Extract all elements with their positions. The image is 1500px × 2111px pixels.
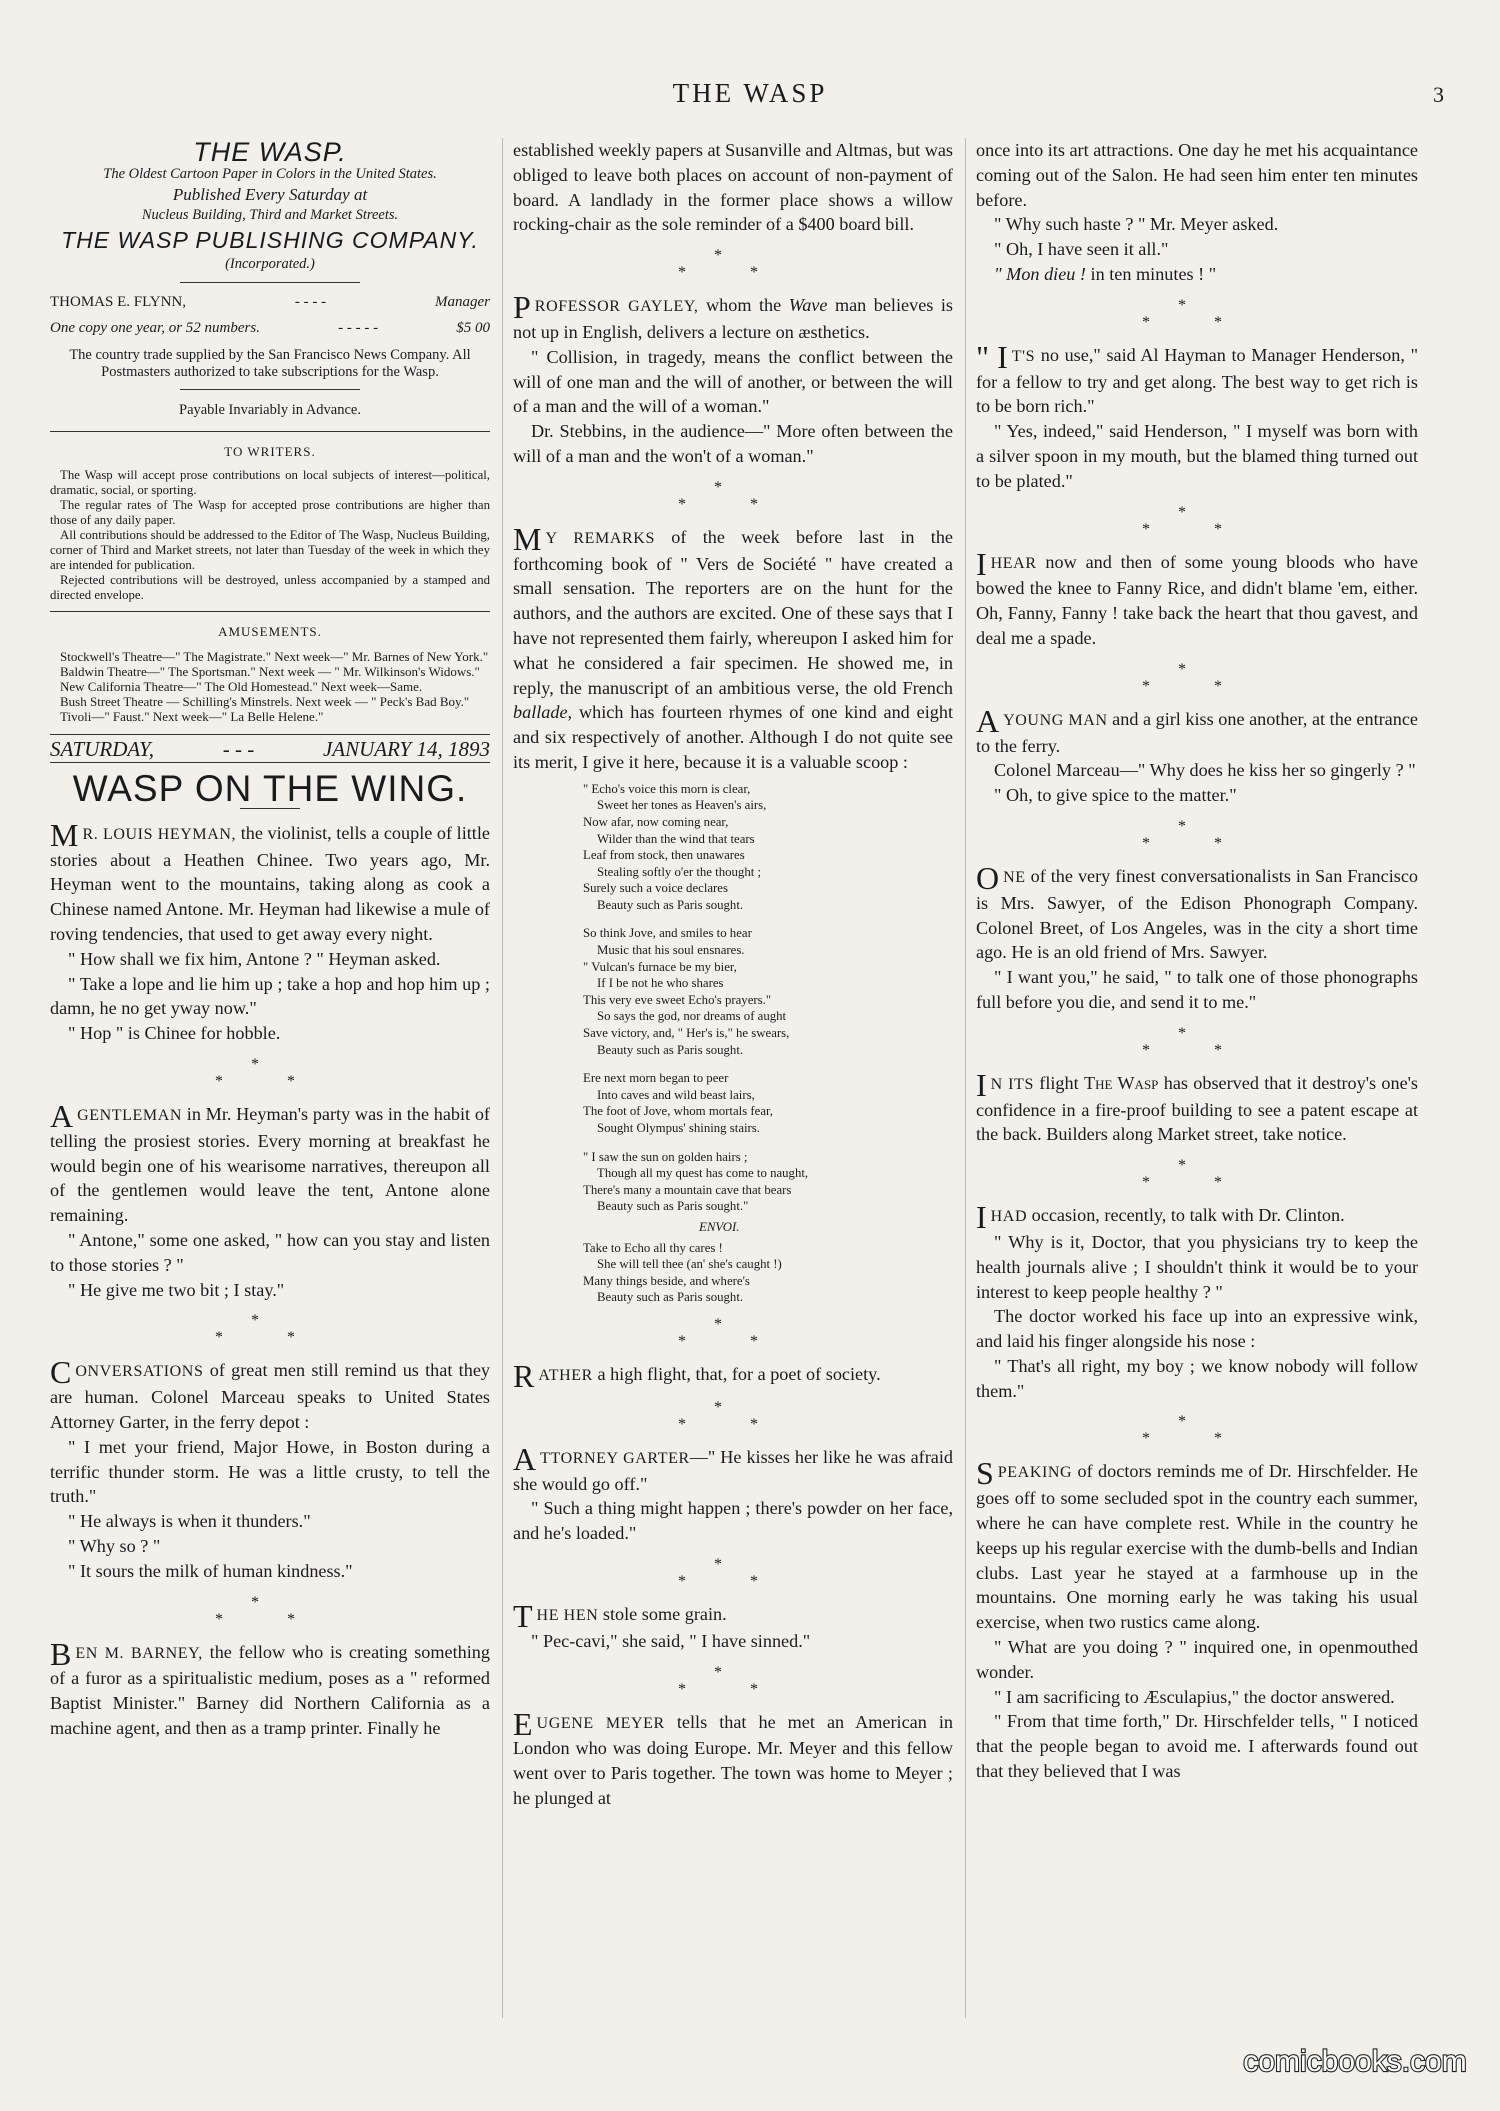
story-continuation: established weekly papers at Susanville and Altmas, but was obliged to leave both places on account of non-payment of board. A landlady in the former place shows a willow rocking-chair as the sole reminder of a $400 board bill. [513,140,953,235]
star-separator: * * * [215,1593,325,1628]
story-remarks: M Y REMARKS of the week before last in the forthcoming book of " Vers de Société " have created a small sensation. The reporters are on the hunt for the authors, and the authors are excited. One of these says that I have not represented them fairly, whereupon I asked him for what he considered a fair specimen. He showed me, in reply, the manuscript of an ambitious verse, the old French ballade, which has fourteen rhymes of one kind and eight and six respectively of another. Although I do not quite see its merit, I give it here, because it is a valuable scoop : [513,520,953,772]
amusements-list [50,649,490,724]
dateline-date: JANUARY 14, 1893 [322,737,490,762]
writers-paragraph: The regular rates of The Wasp for accepted prose contributions are higher than those of any daily paper. [50,498,490,528]
star-separator: * * * [1142,817,1252,852]
story-paragraph: " Oh, I have seen it all." [994,239,1169,260]
dateline [50,734,490,763]
star-separator: * * * [1142,1413,1252,1448]
column-1 [50,138,490,2018]
star-separator: * * * [215,1312,325,1347]
poem-line: So says the god, nor dreams of aught [597,1009,787,1024]
poem-line: " I saw the sun on golden hairs ; [583,1149,748,1164]
poem-line: Beauty such as Paris sought. [597,1290,744,1305]
star-separator: * * * [678,1315,788,1350]
story-hen: THE HEN stole some grain. [513,1597,727,1634]
story-clinton: I HAD occasion, recently, to talk with Dr. Clinton. [976,1199,1345,1236]
star-separator: * * * [678,247,788,282]
story-continuation: once into its art attractions. One day he met his acquaintance coming out of the Salon. He had seen him enter ten minutes before. [976,140,1418,210]
divider [50,431,490,432]
story-paragraph: " Collision, in tragedy, means the conflict between the will of one man and the will of another, or between the will of a man and the will of a woman." [513,346,953,417]
poem-line: Beauty such as Paris sought. [597,1042,744,1057]
manager-dots: - - - - [294,293,327,310]
story-paragraph: " I am sacrificing to Æsculapius," the doctor answered. [994,1686,1395,1707]
star-separator: * * * [215,1055,325,1090]
poem-line: Beauty such as Paris sought. [597,897,744,912]
ballade-poem [583,781,953,1306]
watermark-text: comicbooks.com [1243,2045,1467,2078]
story-gentleman: A GENTLEMAN in Mr. Heyman's party was in the habit of telling the prosiest stories. Every morning at breakfast he would begin one of his wearisome narratives, thereupon all of the gentlemen would leave the tent, Antone alone remaining. [50,1097,490,1226]
story-paragraph: " Oh, to give spice to the matter." [994,785,1237,806]
story-paragraph: " Why is it, Doctor, that you physicians try to keep the health journals alive ; I shouldn't think it would be to your interest to keep people healthy ? " [976,1231,1418,1302]
story-paragraph: " How shall we fix him, Antone ? " Heyman asked. [68,948,441,969]
writers-paragraph: All contributions should be addressed to the Editor of The Wasp, Nucleus Building, corner of Third and Market streets, not later than Tuesday of the week in which they are intended for publication. [50,528,490,573]
poem-line: Stealing softly o'er the thought ; [597,864,762,879]
writers-notice [50,468,490,603]
price-label: One copy one year, or 52 numbers. [50,319,260,336]
story-paragraph: " Antone," some one asked, " how can you stay and listen to those stories ? " [50,1229,490,1275]
story-paragraph: " That's all right, my boy ; we know nobody will follow them." [976,1355,1418,1401]
story-rather: RATHER a high flight, that, for a poet of society. [513,1357,881,1394]
story-paragraph: " Hop " is Chinee for hobble. [68,1023,281,1044]
manager-line [50,291,490,313]
poem-line: Sweet her tones as Heaven's airs, [597,798,767,813]
story-gayley: PROFESSOR GAYLEY, whom the Wave man believes is not up in English, delivers a lecture on æsthetics. [513,289,953,342]
masthead-published: Published Every Saturday at [172,184,368,204]
poem-line: Now afar, now coming near, [583,814,729,829]
page-number: 3 [1433,82,1444,107]
column-divider [965,138,966,2018]
story-paragraph: " It sours the milk of human kindness." [68,1560,353,1581]
star-separator: * * * [678,1398,788,1433]
story-paragraph: " I met your friend, Major Howe, in Boston during a terrific thunder storm. He was a little crusty, to tell the truth." [50,1436,490,1507]
star-separator: * * * [678,478,788,513]
story-heyman: M R. LOUIS HEYMAN, the violinist, tells a couple of little stories about a Heathen Chinee. Two years ago, Mr. Heyman went to the mountains, taking along as cook a Chinese named Antone. Mr. Heyman had likewise a mule of roving tendencies, that used to get away every night. [50,816,490,944]
column-2 [513,138,953,2018]
divider [180,389,360,390]
column-3 [976,138,1418,2018]
price-line [50,317,490,339]
writers-paragraph: The Wasp will accept prose contributions on local subjects of interest—political, dramatic, social, or sporting. [50,468,490,498]
masthead [50,140,490,274]
story-sawyer: ONE of the very finest conversationalists in San Francisco is Mrs. Sawyer, of the Edison Phonograph Company. Colonel Breet, of Los Angeles, was in the city a short time ago. He is an old friend of Mrs. Sawyer. [976,859,1418,963]
poem-line: Ere next morn began to peer [583,1071,729,1086]
trade-notice: The country trade supplied by the San Francisco News Company. All Postmasters authorized to take subscriptions for the Wasp. [69,346,471,380]
dateline-dashes: - - - [222,737,255,762]
story-barney: BEN M. BARNEY, the fellow who is creating something of a furor as a spiritualistic medium, poses as a " reformed Baptist Minister." Barney did Northern California as a machine agent, and then as a tramp printer. Finally he [50,1635,490,1738]
writers-paragraph: Rejected contributions will be destroyed, unless accompanied by a stamped and directed envelope. [50,573,490,603]
section-headline: WASP ON THE WING. [72,767,468,809]
story-paragraph: " What are you doing ? " inquired one, in openmouthed wonder. [976,1637,1418,1682]
masthead-publisher: THE WASP PUBLISHING COMPANY. [61,226,479,253]
dateline-day: SATURDAY, [50,737,155,762]
masthead-address: Nucleus Building, Third and Market Streets. [141,206,399,223]
manager-name: THOMAS E. FLYNN, [50,293,187,310]
story-paragraph: " Pec-cavi," she said, " I have sinned." [531,1630,811,1651]
story-paragraph: " Why so ? " [68,1535,161,1556]
poem-line: Surely such a voice declares [583,881,728,896]
story-hayman: " I T'S no use," said Al Hayman to Manager Henderson, " for a fellow to try and get along. The best way to get rich is to be born rich." [976,338,1418,417]
star-separator: * * * [1142,660,1252,695]
poem-line: This very eve sweet Echo's prayers." [583,992,772,1007]
story-paragraph: " Mon dieu ! in ten minutes ! " [994,263,1217,284]
poem-line: Save victory, and, " Her's is," he swears, [583,1026,790,1041]
amusement-item: Stockwell's Theatre—" The Magistrate." Next week—" Mr. Barnes of New York." [60,649,489,665]
star-separator: * * * [1142,1024,1252,1059]
poem-line: Many things beside, and where's [583,1273,750,1288]
payable-notice: Payable Invariably in Advance. [179,401,361,418]
poem-line: Into caves and wild beast lairs, [597,1087,755,1102]
divider [50,611,490,612]
story-paragraph: Colonel Marceau—" Why does he kiss her so gingerly ? " [994,760,1416,781]
poem-line: Take to Echo all thy cares ! [583,1240,723,1255]
poem-line: So think Jove, and smiles to hear [583,926,752,941]
story-fireproof: I N ITS flight The Wasp has observed that it destroy's one's confidence in a fire-proof building to see a patent escape at the back. Builders along Market street, take notice. [976,1066,1418,1145]
story-paragraph: Dr. Stebbins, in the audience—" More often between the will of a man and the won't of a woman." [513,421,953,466]
poem-line: The foot of Jove, whom mortals fear, [583,1104,773,1119]
story-meyer: EUGENE MEYER tells that he met an American in London who was doing Europe. Mr. Meyer and this fellow went over to Paris together. The town was home to Meyer ; he plunged at [513,1705,953,1808]
amusement-item: New California Theatre—" The Old Homestead." Next week—Same. [60,679,423,695]
story-young-man: A YOUNG MAN and a girl kiss one another, at the entrance to the ferry. [976,702,1418,756]
poem-line: If I be not he who shares [597,976,724,991]
poem-line: There's many a mountain cave that bears [583,1182,792,1197]
story-paragraph: " He give me two bit ; I stay." [68,1279,285,1300]
story-fanny-rice: I HEAR now and then of some young bloods who have bowed the knee to Fanny Rice, and didn't blame 'em, either. Oh, Fanny, Fanny ! take back the heart that thou gavest, and deal me a spade. [976,545,1418,648]
poem-line: " Vulcan's furnace be my bier, [583,959,737,974]
amusement-item: Baldwin Theatre—" The Sportsman." Next week — " Mr. Wilkinson's Widows." [60,664,480,680]
masthead-title: THE WASP. [193,138,347,167]
writers-heading: TO WRITERS. [224,443,316,459]
poem-line: " Echo's voice this morn is clear, [583,781,751,796]
star-separator: * * * [1142,296,1252,331]
divider [180,282,360,283]
amusement-item: Tivoli—" Faust." Next week—" La Belle Helene." [60,709,324,725]
masthead-tagline: The Oldest Cartoon Paper in Colors in the United States. [103,165,437,182]
story-paragraph: " Such a thing might happen ; there's powder on her face, and he's loaded." [513,1498,953,1544]
poem-line: Wilder than the wind that tears [597,831,755,846]
story-paragraph: " He always is when it thunders." [68,1511,311,1532]
amusements-heading: AMUSEMENTS. [218,624,322,640]
column-divider [502,138,503,2018]
price-dots: - - - - - [338,319,379,336]
star-separator: * * * [1142,1157,1252,1192]
story-paragraph: " I want you," he said, " to talk one of those phonographs full before you die, and send it to me." [976,967,1418,1012]
story-paragraph: " From that time forth," Dr. Hirschfelder tells, " I noticed that the people began to avoid me. I afterwards found out that they believed that I was [976,1711,1418,1782]
poem-line: Beauty such as Paris sought." [597,1199,749,1214]
story-paragraph: " Take a lope and lie him up ; take a hop and hop him up ; damn, he no get yway now." [50,973,490,1019]
amusement-item: Bush Street Theatre — Schilling's Minstrels. Next week — " Peck's Bad Boy." [60,694,470,710]
story-paragraph: " Why such haste ? " Mr. Meyer asked. [994,214,1279,235]
price: $5 00 [456,319,490,336]
running-head [0,78,1500,112]
poem-line: Music that his soul ensnares. [597,943,745,958]
newspaper-title: THE WASP [672,78,828,108]
watermark-logo [1240,2039,1470,2083]
story-conversations: CONVERSATIONS of great men still remind us that they are human. Colonel Marceau speaks to United States Attorney Garter, in the ferry depot : [50,1354,490,1432]
story-garter: ATTORNEY GARTER—" He kisses her like he was afraid she would go off." [513,1440,953,1494]
envoi-title: ENVOI. [699,1219,740,1234]
manager-title: Manager [435,293,490,310]
star-separator: * * * [1142,503,1252,538]
star-separator: * * * [678,1555,788,1590]
poem-line: She will tell thee (an' she's caught !) [597,1257,782,1272]
poem-line: Sought Olympus' shining stairs. [597,1121,760,1136]
poem-line: Though all my quest has come to naught, [597,1166,809,1181]
star-separator: * * * [678,1663,788,1698]
story-paragraph: " Yes, indeed," said Henderson, " I myself was born with a silver spoon in my mouth, but the blamed thing turned out to be plated." [976,421,1418,491]
masthead-incorporated: (Incorporated.) [225,255,315,272]
story-paragraph: The doctor worked his face up into an expressive wink, and laid his finger alongside his nose : [976,1306,1418,1352]
story-hirschfelder: SPEAKING of doctors reminds me of Dr. Hirschfelder. He goes off to some secluded spot in the country each summer, where he can have complete rest. While in the country he keeps up his regular exercise with the dumb-bells and Indian clubs. Last year he stayed at a farmhouse up in the mountains. One morning early he was taking his usual exercise, when two rustics came along. [976,1455,1418,1633]
poem-line: Leaf from stock, then unawares [583,848,745,863]
